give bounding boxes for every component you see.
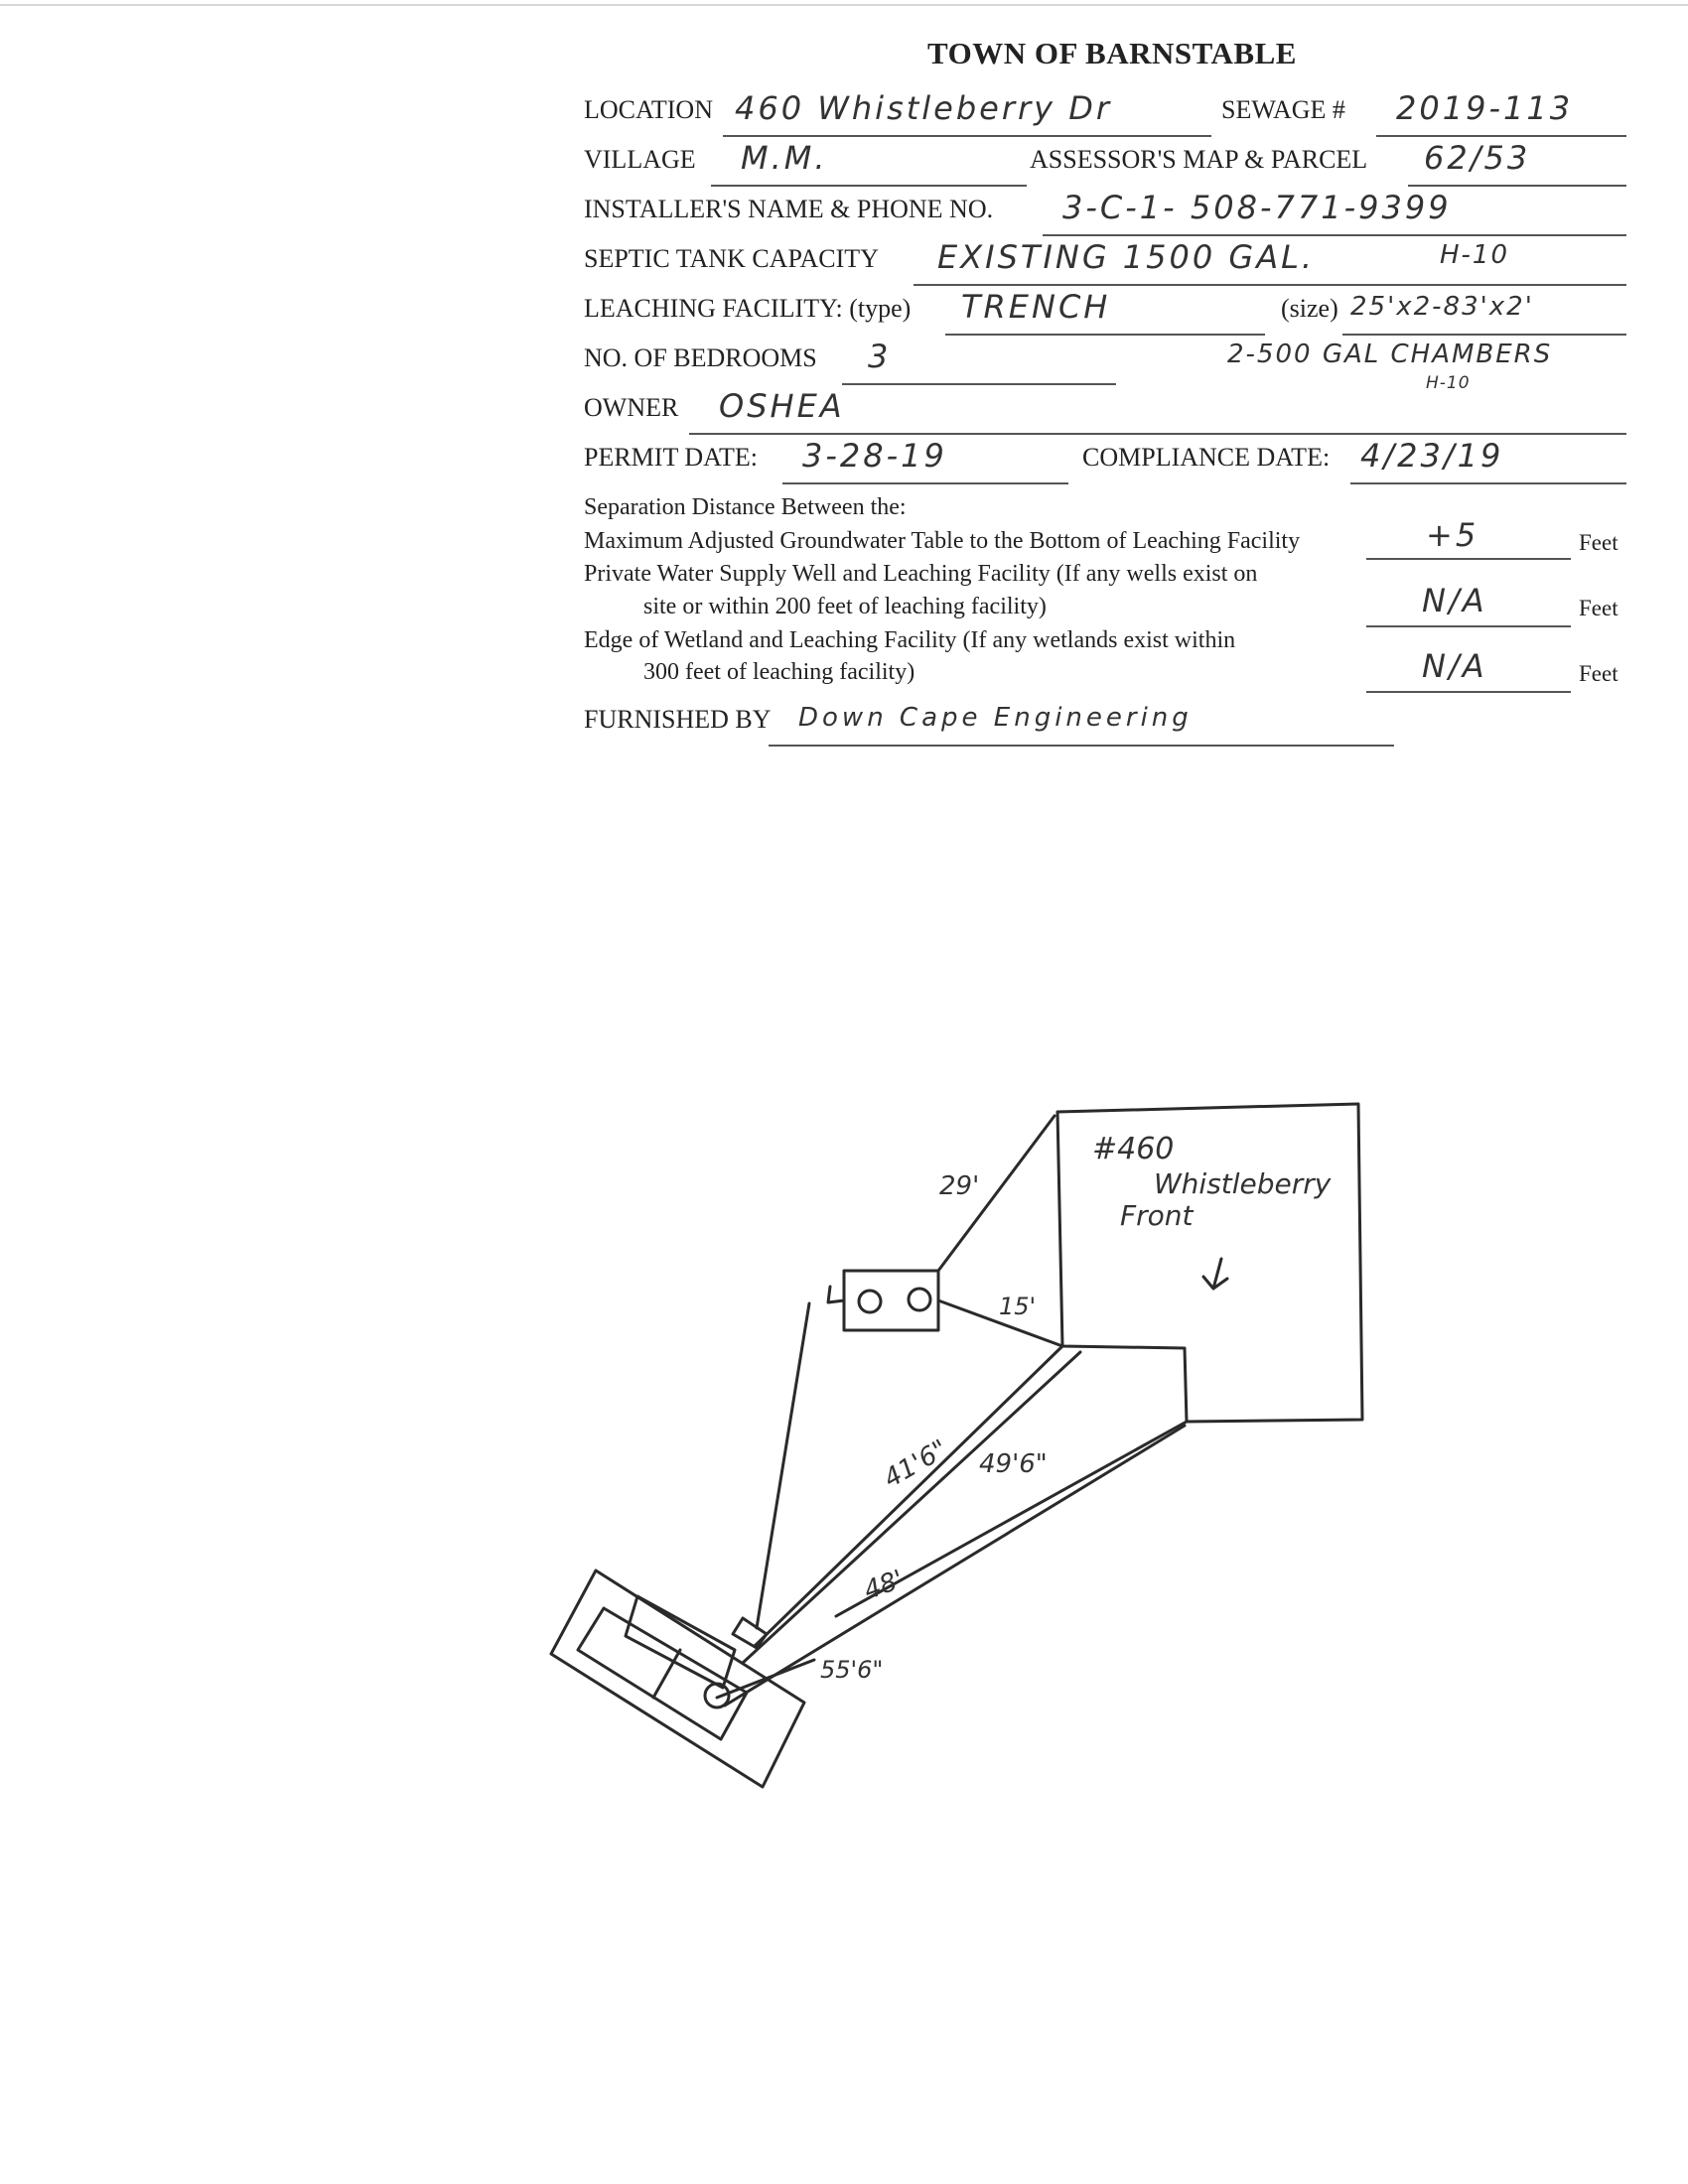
tank-cover-left xyxy=(859,1291,881,1312)
chamber-note: 2-500 GAL CHAMBERS xyxy=(1227,340,1553,369)
wetland-text-1: Edge of Wetland and Leaching Facility (If any wetlands exist within xyxy=(584,627,1236,653)
front-arrow xyxy=(1203,1259,1227,1289)
leaching-label: LEACHING FACILITY: (type) xyxy=(584,294,912,323)
well-unit: Feet xyxy=(1579,596,1618,620)
size-label: (size) xyxy=(1281,294,1338,323)
chamber-note-2: H-10 xyxy=(1426,373,1471,393)
furnished-label: FURNISHED BY xyxy=(584,705,772,734)
separation-heading: Separation Distance Between the: xyxy=(584,494,907,520)
installer-label: INSTALLER'S NAME & PHONE NO. xyxy=(584,195,994,223)
bedrooms-value: 3 xyxy=(868,338,892,375)
well-text-2: site or within 200 feet of leaching facility) xyxy=(643,594,1047,619)
septic-note: H-10 xyxy=(1440,240,1510,270)
groundwater-unit: Feet xyxy=(1579,530,1618,555)
leaching-type-value: TRENCH xyxy=(961,288,1111,326)
village-value: M.M. xyxy=(741,139,828,177)
dim-55: 55'6" xyxy=(820,1656,884,1684)
owner-label: OWNER xyxy=(584,393,679,422)
permit-value: 3-28-19 xyxy=(802,437,947,475)
village-label: VILLAGE xyxy=(584,145,696,174)
furnished-value: Down Cape Engineering xyxy=(798,703,1193,733)
leaching-inner xyxy=(578,1608,747,1739)
tie-41 xyxy=(755,1346,1062,1646)
well-text-1: Private Water Supply Well and Leaching Facility (If any wells exist on xyxy=(584,561,1258,587)
installer-value: 3-C-1- 508-771-9399 xyxy=(1062,189,1452,226)
location-value: 460 Whistleberry Dr xyxy=(735,89,1113,127)
owner-value: OSHEA xyxy=(719,387,845,425)
dim-29: 29' xyxy=(939,1171,980,1201)
dim-48: 48' xyxy=(860,1565,909,1606)
dim-49: 49'6" xyxy=(979,1449,1048,1479)
groundwater-text: Maximum Adjusted Groundwater Table to the Bottom of Leaching Facility xyxy=(584,528,1301,554)
house-label-street: Whistleberry xyxy=(1154,1167,1332,1200)
location-label: LOCATION xyxy=(584,95,713,124)
sewage-label: SEWAGE # xyxy=(1221,95,1345,124)
tank-cover-right xyxy=(909,1289,930,1310)
form-title: TOWN OF BARNSTABLE xyxy=(927,36,1297,70)
map-parcel-label: ASSESSOR'S MAP & PARCEL xyxy=(1030,145,1368,174)
wetland-value: N/A xyxy=(1422,647,1487,685)
wetland-unit: Feet xyxy=(1579,661,1618,686)
dim-41: 41'6" xyxy=(879,1433,953,1495)
bedrooms-label: NO. OF BEDROOMS xyxy=(584,343,817,372)
septic-value: EXISTING 1500 GAL. xyxy=(937,238,1316,276)
wetland-text-2: 300 feet of leaching facility) xyxy=(643,659,915,685)
leaching-box xyxy=(626,1596,735,1688)
compliance-label: COMPLIANCE DATE: xyxy=(1082,443,1331,472)
septic-label: SEPTIC TANK CAPACITY xyxy=(584,244,879,273)
tank-to-chamber xyxy=(757,1303,809,1628)
well-value: N/A xyxy=(1422,582,1487,619)
dbox xyxy=(733,1618,767,1648)
groundwater-value: +5 xyxy=(1426,516,1479,554)
dim-15: 15' xyxy=(999,1293,1037,1320)
tank-inlet xyxy=(828,1287,844,1302)
map-parcel-value: 62/53 xyxy=(1424,139,1531,177)
house-label-number: #460 xyxy=(1092,1132,1175,1166)
permit-label: PERMIT DATE: xyxy=(584,443,759,472)
leaching-outer xyxy=(551,1570,804,1787)
compliance-value: 4/23/19 xyxy=(1360,437,1504,475)
sewage-value: 2019-113 xyxy=(1396,89,1574,127)
house-label-front: Front xyxy=(1120,1199,1194,1232)
size-value: 25'x2-83'x2' xyxy=(1350,292,1534,322)
